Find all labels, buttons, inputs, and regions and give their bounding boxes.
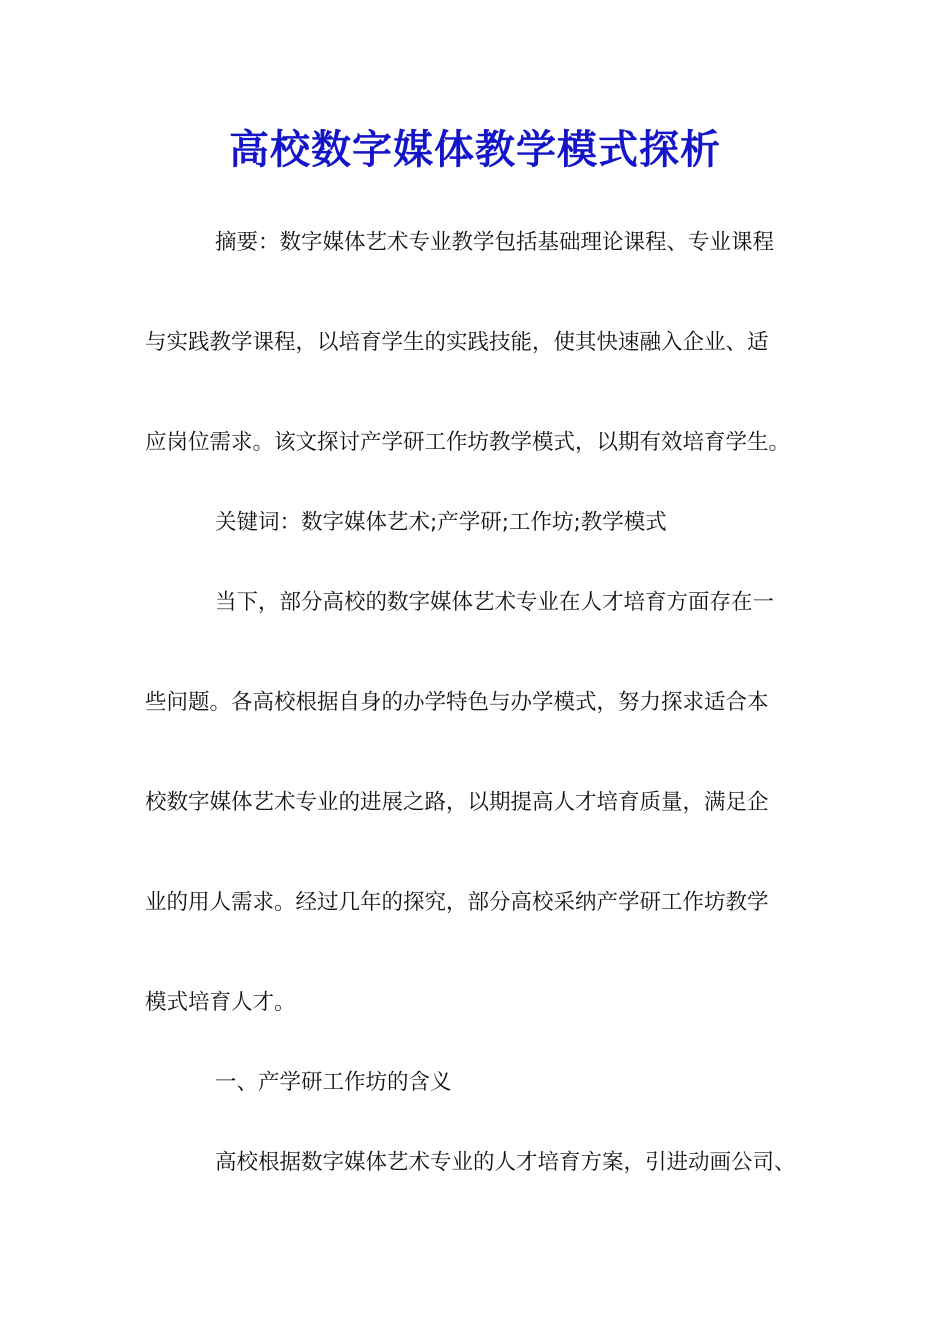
abstract-line-3: 应岗位需求。该文探讨产学研工作坊教学模式，以期有效培育学生。 [145, 430, 791, 455]
body-paragraph-2-line-1: 高校根据数字媒体艺术专业的人才培育方案，引进动画公司、 [215, 1150, 796, 1175]
document-title: 高校数字媒体教学模式探析 [229, 126, 721, 173]
body-paragraph-1-line-4: 业的用人需求。经过几年的探究，部分高校采纳产学研工作坊教学 [145, 890, 769, 915]
abstract-line-1: 摘要：数字媒体艺术专业教学包括基础理论课程、专业课程 [215, 230, 775, 255]
body-paragraph-1-line-1: 当下，部分高校的数字媒体艺术专业在人才培育方面存在一 [215, 590, 775, 615]
keywords-line: 关键词：数字媒体艺术;产学研;工作坊;教学模式 [215, 510, 667, 535]
body-paragraph-1-line-5: 模式培育人才。 [145, 990, 296, 1015]
body-paragraph-1-line-3: 校数字媒体艺术专业的进展之路，以期提高人才培育质量，满足企 [145, 790, 769, 815]
body-paragraph-1-line-2: 些问题。各高校根据自身的办学特色与办学模式，努力探求适合本 [145, 690, 769, 715]
abstract-line-2: 与实践教学课程，以培育学生的实践技能，使其快速融入企业、适 [145, 330, 769, 355]
section-heading-1: 一、产学研工作坊的含义 [215, 1070, 452, 1095]
